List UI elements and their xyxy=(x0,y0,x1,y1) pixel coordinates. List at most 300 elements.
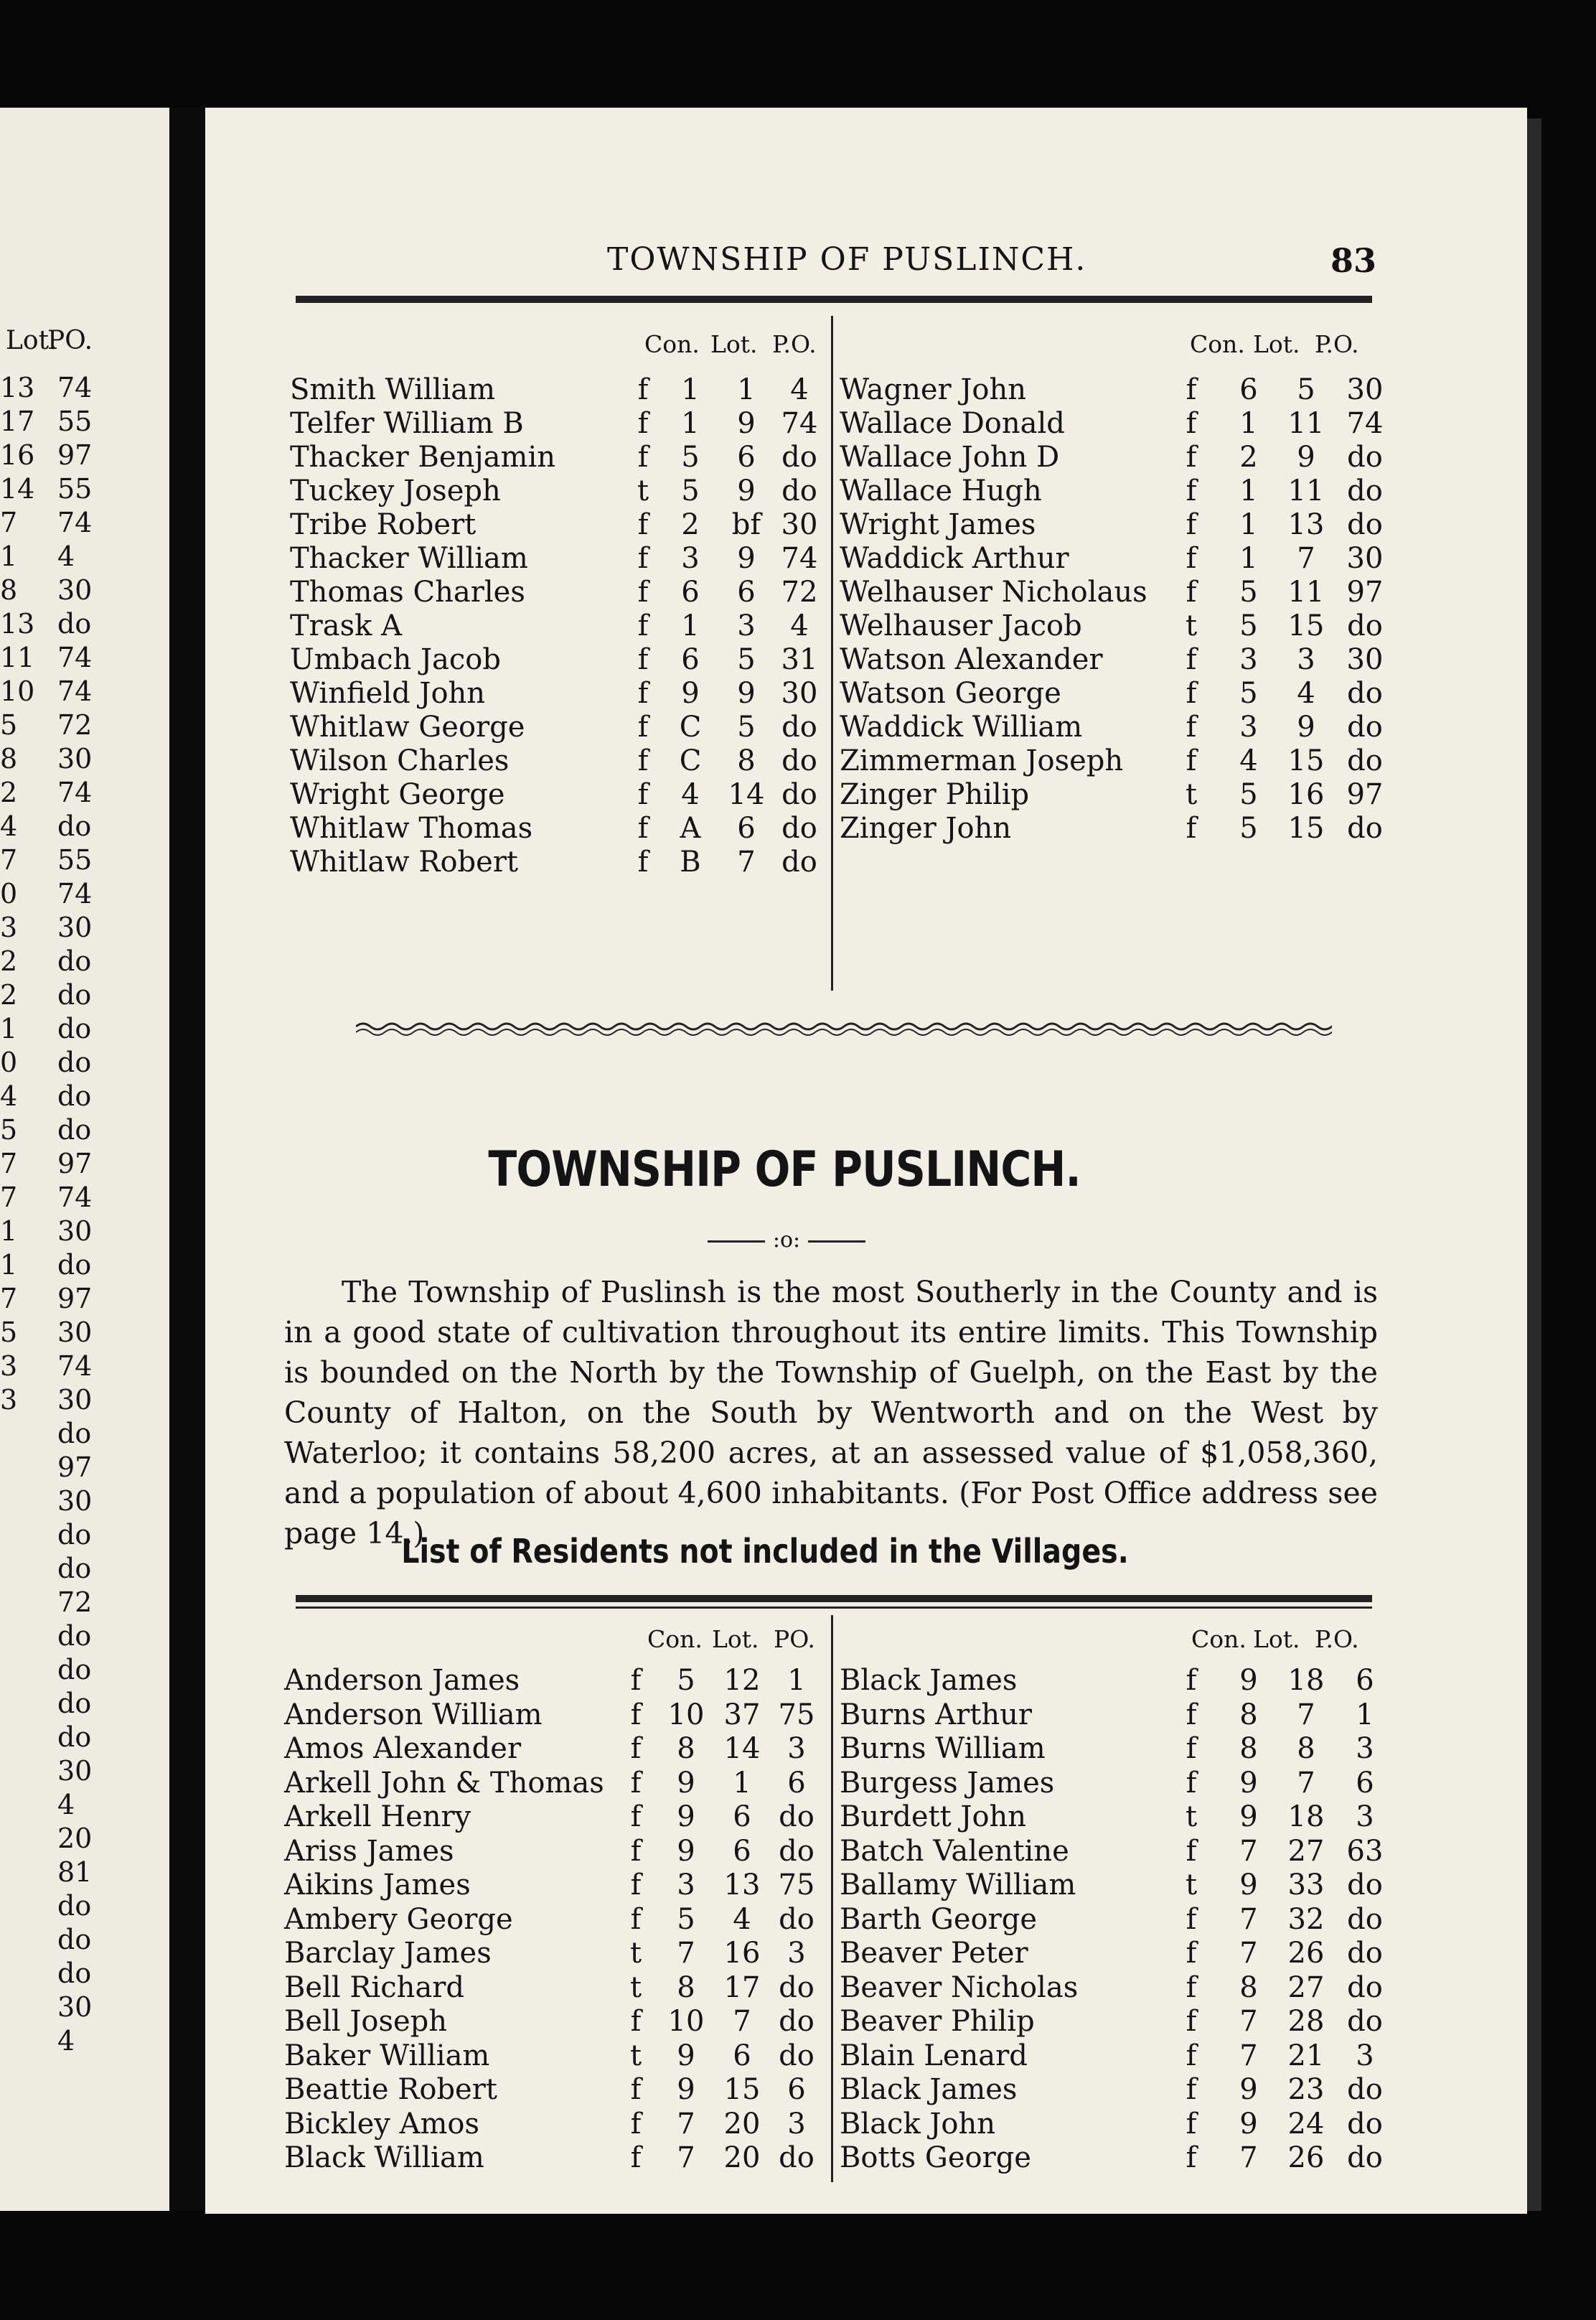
concession: 7 xyxy=(1239,2039,1258,2072)
post-office: 81 xyxy=(57,1856,93,1888)
left-page-row xyxy=(0,912,165,945)
lot: 1 xyxy=(0,1249,18,1281)
tenure: f xyxy=(1186,441,1197,474)
tenure: f xyxy=(630,1902,642,1936)
resident-name: Burns William xyxy=(840,1732,1046,1765)
tenure: f xyxy=(1186,1834,1197,1868)
tenure: f xyxy=(1186,1698,1197,1731)
lot: 6 xyxy=(737,576,756,609)
left-page-fragment xyxy=(0,108,172,2211)
tenure: f xyxy=(637,508,649,541)
left-page-row xyxy=(0,439,165,472)
lot: 18 xyxy=(1287,1800,1325,1833)
resident-name: Waddick Arthur xyxy=(840,542,1069,575)
table-row xyxy=(290,576,818,609)
concession: 3 xyxy=(681,542,700,575)
post-office: 74 xyxy=(57,777,93,808)
lot: 2 xyxy=(0,945,18,977)
tenure: t xyxy=(1185,1868,1198,1902)
post-office: 4 xyxy=(57,541,75,572)
post-office: 4 xyxy=(57,1789,75,1820)
tenure: f xyxy=(1186,407,1197,440)
lot: 0 xyxy=(0,878,18,909)
tenure: f xyxy=(1186,2005,1197,2038)
tenure: f xyxy=(1186,1970,1197,2004)
resident-name: Whitlaw Thomas xyxy=(290,812,533,845)
tenure: f xyxy=(630,1698,642,1731)
concession: 1 xyxy=(681,373,700,406)
concession: 10 xyxy=(667,1698,705,1731)
table-row xyxy=(290,643,818,677)
post-office: do xyxy=(57,1654,92,1685)
table-row xyxy=(290,846,817,879)
table-row xyxy=(284,2039,815,2073)
post-office: do xyxy=(57,1890,92,1922)
post-office: 30 xyxy=(57,912,93,943)
post-office: 72 xyxy=(57,1586,93,1618)
tenure: f xyxy=(1186,474,1197,508)
table-row xyxy=(840,609,1383,643)
tenure: f xyxy=(637,373,649,406)
left-page-row xyxy=(0,1485,165,1518)
post-office: 30 xyxy=(57,1384,93,1416)
left-page-row xyxy=(0,743,165,776)
resident-name: Thomas Charles xyxy=(290,576,525,609)
resident-name: Wilson Charles xyxy=(290,744,510,777)
resident-name: Barclay James xyxy=(284,1937,492,1970)
resident-name: Watson George xyxy=(840,677,1061,710)
post-office: do xyxy=(1347,677,1383,710)
left-page-row xyxy=(0,541,165,574)
concession: 8 xyxy=(1239,1698,1258,1731)
left-page-row xyxy=(0,642,165,675)
post-office: 74 xyxy=(57,507,93,538)
po-header-bottom: PO. xyxy=(774,1625,815,1653)
section-paragraph xyxy=(284,1272,1378,1553)
header-rule xyxy=(296,296,1372,303)
table-row xyxy=(840,2073,1383,2107)
left-page-row xyxy=(0,1654,165,1687)
lot: 14 xyxy=(723,1732,761,1765)
concession: 5 xyxy=(681,474,700,508)
lot: 5 xyxy=(0,709,18,741)
table-row xyxy=(840,1698,1374,1732)
left-page-row xyxy=(0,1924,165,1957)
table-row xyxy=(290,812,817,846)
resident-name: Wright George xyxy=(290,778,505,811)
tenure: f xyxy=(630,1834,642,1868)
tenure: f xyxy=(1186,576,1197,609)
lot: 16 xyxy=(723,1937,761,1970)
lot: 26 xyxy=(1287,2141,1325,2174)
table-row xyxy=(840,2005,1383,2039)
tenure: f xyxy=(630,1800,642,1833)
left-page-row xyxy=(0,1553,165,1586)
lot: 6 xyxy=(733,1800,751,1833)
table-row xyxy=(840,2039,1374,2073)
post-office: 75 xyxy=(778,1868,815,1902)
left-po-header: PO. xyxy=(47,326,93,355)
post-office: 30 xyxy=(781,508,818,541)
concession: 6 xyxy=(681,643,700,676)
left-page-row xyxy=(0,1249,165,1282)
concession: 1 xyxy=(1239,474,1258,508)
wavy-divider xyxy=(356,1021,1332,1038)
lot: 3 xyxy=(0,1350,18,1382)
left-page-row xyxy=(0,1620,165,1653)
table-row xyxy=(840,1868,1383,1902)
table-row xyxy=(284,2141,815,2175)
lot: 10 xyxy=(0,675,35,707)
resident-name: Black John xyxy=(840,2107,996,2141)
concession: 9 xyxy=(1239,1664,1258,1697)
left-lot-header: Lot. xyxy=(6,326,57,355)
tenure: t xyxy=(629,1970,642,2004)
running-head: TOWNSHIP OF PUSLINCH. xyxy=(607,241,1087,278)
concession: 9 xyxy=(677,2073,695,2106)
concession: 3 xyxy=(1239,643,1258,676)
lot: 18 xyxy=(1287,1664,1325,1697)
lot: 6 xyxy=(737,441,756,474)
resident-name: Anderson William xyxy=(284,1698,543,1731)
lot: 7 xyxy=(737,846,756,879)
lot: 7 xyxy=(733,2005,751,2038)
post-office: 3 xyxy=(787,1732,806,1765)
left-page-row xyxy=(0,608,165,641)
table-row xyxy=(284,1800,815,1834)
concession: 4 xyxy=(681,778,700,811)
table-row xyxy=(840,542,1384,576)
resident-name: Beattie Robert xyxy=(284,2073,497,2106)
tenure: f xyxy=(637,407,649,440)
left-page-row xyxy=(0,675,165,708)
table-row xyxy=(284,1937,806,1970)
tenure: t xyxy=(1185,1800,1198,1833)
tenure: f xyxy=(637,812,649,845)
left-page-row xyxy=(0,1114,165,1147)
left-page-row xyxy=(0,844,165,877)
concession: 9 xyxy=(681,677,700,710)
post-office: do xyxy=(57,1924,92,1955)
left-page-row xyxy=(0,945,165,978)
table-row xyxy=(290,542,818,576)
post-office: 3 xyxy=(1356,2039,1374,2072)
concession: 5 xyxy=(677,1902,695,1936)
left-page-row xyxy=(0,1215,165,1248)
lot: 6 xyxy=(733,2039,751,2072)
tenure: f xyxy=(1186,2039,1197,2072)
concession: 5 xyxy=(1239,609,1258,642)
post-office: 20 xyxy=(57,1823,93,1854)
post-office: do xyxy=(57,1047,92,1078)
tenure: f xyxy=(1186,677,1197,710)
post-office: 3 xyxy=(787,1937,806,1970)
table-row xyxy=(840,576,1384,609)
lot: 27 xyxy=(1287,1834,1325,1868)
lot: 20 xyxy=(723,2141,761,2174)
concession: 5 xyxy=(1239,677,1258,710)
lot: 12 xyxy=(723,1664,761,1697)
tenure: f xyxy=(637,677,649,710)
post-office: 74 xyxy=(57,642,93,673)
lot: 13 xyxy=(1287,508,1325,541)
concession: 1 xyxy=(1239,508,1258,541)
lot: 24 xyxy=(1287,2107,1325,2141)
resident-name: Botts George xyxy=(840,2141,1031,2174)
post-office: do xyxy=(57,1519,92,1550)
table-row xyxy=(284,1834,815,1868)
page-number: 83 xyxy=(1330,241,1377,280)
resident-name: Beaver Peter xyxy=(840,1937,1028,1970)
lot: 5 xyxy=(737,711,756,744)
concession: 5 xyxy=(1239,812,1258,845)
table-row xyxy=(290,778,817,812)
lot: 4 xyxy=(733,1902,751,1936)
tenure: f xyxy=(637,441,649,474)
lot: 2 xyxy=(0,777,18,808)
post-office: do xyxy=(57,1620,92,1652)
table-row xyxy=(840,1732,1374,1766)
table-row xyxy=(284,2005,815,2039)
post-office: do xyxy=(57,1114,92,1146)
con-header: Con. xyxy=(644,330,700,358)
lot-header-bottom-right: Lot. xyxy=(1253,1625,1300,1653)
lot: 15 xyxy=(1287,744,1325,777)
resident-name: Winfield John xyxy=(290,677,486,710)
lot: 3 xyxy=(0,912,18,943)
post-office: 97 xyxy=(57,1283,93,1314)
table-row xyxy=(840,373,1384,407)
left-page-row xyxy=(0,979,165,1012)
table-row xyxy=(290,711,817,744)
resident-name: Zimmerman Joseph xyxy=(840,744,1124,777)
post-office: do xyxy=(781,778,817,811)
tenure: f xyxy=(637,846,649,879)
lot: 7 xyxy=(1297,1698,1315,1731)
left-page-row xyxy=(0,1721,165,1754)
lot: 1 xyxy=(737,373,756,406)
left-page-row xyxy=(0,1283,165,1316)
table-row xyxy=(290,441,817,474)
post-office: 3 xyxy=(1356,1732,1374,1765)
concession: 8 xyxy=(1239,1970,1258,2004)
left-page-row xyxy=(0,1350,165,1383)
lot: 27 xyxy=(1287,1970,1325,2004)
lot: 0 xyxy=(0,1047,18,1078)
tenure: t xyxy=(1185,778,1198,811)
table-row xyxy=(284,1970,815,2005)
lot: 7 xyxy=(0,1148,18,1179)
tenure: f xyxy=(1186,1766,1197,1800)
tenure: t xyxy=(629,2039,642,2072)
left-page-row xyxy=(0,507,165,540)
tenure: t xyxy=(629,1937,642,1970)
lot: bf xyxy=(731,508,761,541)
post-office: do xyxy=(1347,2005,1383,2038)
table-row xyxy=(840,643,1384,677)
table-row xyxy=(290,609,809,643)
tenure: f xyxy=(637,609,649,642)
concession: 7 xyxy=(677,2107,695,2141)
post-office: do xyxy=(57,945,92,977)
post-office: 55 xyxy=(57,473,93,505)
resident-name: Black James xyxy=(840,2073,1018,2106)
lot: 8 xyxy=(0,743,18,775)
post-office: do xyxy=(1347,1868,1383,1902)
concession: 5 xyxy=(1239,576,1258,609)
post-office: do xyxy=(57,1688,92,1719)
resident-name: Tuckey Joseph xyxy=(290,474,501,508)
left-page-row xyxy=(0,1418,165,1451)
resident-name: Wagner John xyxy=(840,373,1026,406)
post-office: do xyxy=(1347,2107,1383,2141)
post-office: 72 xyxy=(781,576,818,609)
table-row xyxy=(840,744,1383,778)
lot: 9 xyxy=(737,407,756,440)
post-office: 74 xyxy=(57,1182,93,1213)
lot: 8 xyxy=(737,744,756,777)
left-page-row xyxy=(0,1519,165,1552)
post-office: 30 xyxy=(1346,542,1384,575)
tenure: f xyxy=(1186,542,1197,575)
table-row xyxy=(284,1664,806,1698)
lot-header-right: Lot. xyxy=(1253,330,1300,358)
top-table-divider xyxy=(831,316,833,991)
resident-name: Whitlaw Robert xyxy=(290,846,519,879)
post-office: 30 xyxy=(57,743,93,775)
resident-name: Wallace Donald xyxy=(840,407,1065,440)
lot: 26 xyxy=(1287,1937,1325,1970)
tenure: f xyxy=(1186,2073,1197,2106)
left-page-row xyxy=(0,1384,165,1417)
post-office: do xyxy=(781,846,817,879)
resident-name: Welhauser Nicholaus xyxy=(840,576,1147,609)
tenure: f xyxy=(630,1732,642,1765)
table-row xyxy=(290,744,817,778)
lot: 6 xyxy=(737,812,756,845)
post-office: 30 xyxy=(57,1755,93,1787)
resident-name: Trask A xyxy=(290,609,403,642)
tenure: f xyxy=(630,2005,642,2038)
table-row xyxy=(840,1800,1374,1834)
resident-name: Zinger Philip xyxy=(840,778,1030,811)
lot: 5 xyxy=(1297,373,1315,406)
resident-name: Thacker William xyxy=(290,542,528,575)
concession: 3 xyxy=(677,1868,695,1902)
section-subtitle: List of Residents not included in the Villages. xyxy=(401,1532,1129,1571)
list-rule-thin xyxy=(296,1606,1372,1609)
resident-name: Barth George xyxy=(840,1902,1038,1936)
resident-name: Bell Richard xyxy=(284,1970,465,2004)
lot: 16 xyxy=(0,439,35,471)
post-office: do xyxy=(781,812,817,845)
table-row xyxy=(284,2073,806,2107)
resident-name: Thacker Benjamin xyxy=(290,441,555,474)
post-office: do xyxy=(1347,508,1383,541)
post-office: do xyxy=(57,1721,92,1753)
post-office: do xyxy=(1347,2073,1383,2106)
lot: 8 xyxy=(1297,1732,1315,1765)
lot: 7 xyxy=(0,1283,18,1314)
lot: 3 xyxy=(0,1384,18,1416)
resident-name: Wallace Hugh xyxy=(840,474,1042,508)
post-office: 75 xyxy=(778,1698,815,1731)
po-header: P.O. xyxy=(772,330,817,358)
concession: 1 xyxy=(681,609,700,642)
left-page-row xyxy=(0,1586,165,1619)
resident-name: Ballamy William xyxy=(840,1868,1076,1902)
table-row xyxy=(284,1698,815,1732)
lot: 9 xyxy=(1297,711,1315,744)
lot: 15 xyxy=(1287,812,1325,845)
lot: 9 xyxy=(737,542,756,575)
lot: 13 xyxy=(0,608,35,640)
bottom-table-headers xyxy=(205,1625,1425,1654)
post-office: 4 xyxy=(57,2025,75,2057)
tenure: f xyxy=(1186,744,1197,777)
post-office: 55 xyxy=(57,406,93,437)
lot: 14 xyxy=(728,778,765,811)
left-page-row xyxy=(0,1991,165,2024)
ornament-rule-left xyxy=(708,1240,765,1243)
post-office: 6 xyxy=(787,2073,806,2106)
resident-name: Smith William xyxy=(290,373,496,406)
lot: 33 xyxy=(1287,1868,1325,1902)
post-office: do xyxy=(57,979,92,1011)
left-page-row xyxy=(0,1080,165,1113)
resident-name: Telfer William B xyxy=(290,407,524,440)
tenure: f xyxy=(637,778,649,811)
left-page-row xyxy=(0,1013,165,1046)
resident-name: Ariss James xyxy=(284,1834,454,1868)
table-row xyxy=(840,2141,1383,2175)
post-office: do xyxy=(781,711,817,744)
post-office: 74 xyxy=(781,407,818,440)
post-office: 30 xyxy=(1346,373,1384,406)
post-office: do xyxy=(57,1553,92,1584)
concession: C xyxy=(679,744,702,777)
table-row xyxy=(840,1766,1374,1800)
concession: 1 xyxy=(1239,407,1258,440)
lot: 1 xyxy=(0,541,18,572)
bottom-table-divider xyxy=(831,1615,833,2182)
table-row xyxy=(290,407,818,441)
post-office: do xyxy=(57,1013,92,1044)
post-office: do xyxy=(1347,474,1383,508)
post-office: do xyxy=(779,2141,815,2174)
tenure: t xyxy=(637,474,649,508)
concession: 7 xyxy=(677,2141,695,2174)
left-page-row xyxy=(0,1958,165,1991)
resident-name: Black James xyxy=(840,1664,1018,1697)
post-office: 1 xyxy=(787,1664,806,1697)
post-office: 97 xyxy=(57,1148,93,1179)
lot: 28 xyxy=(1287,2005,1325,2038)
lot: 4 xyxy=(1297,677,1315,710)
post-office: 6 xyxy=(1356,1766,1374,1800)
lot: 6 xyxy=(733,1834,751,1868)
table-row xyxy=(840,474,1383,508)
post-office: 97 xyxy=(57,1451,93,1483)
post-office: do xyxy=(781,441,817,474)
table-row xyxy=(284,1732,806,1766)
left-page-row xyxy=(0,406,165,439)
resident-name: Baker William xyxy=(284,2039,490,2072)
table-row xyxy=(840,2107,1383,2141)
post-office: 72 xyxy=(57,709,93,741)
concession: 10 xyxy=(667,2005,705,2038)
concession: 9 xyxy=(1239,2073,1258,2106)
